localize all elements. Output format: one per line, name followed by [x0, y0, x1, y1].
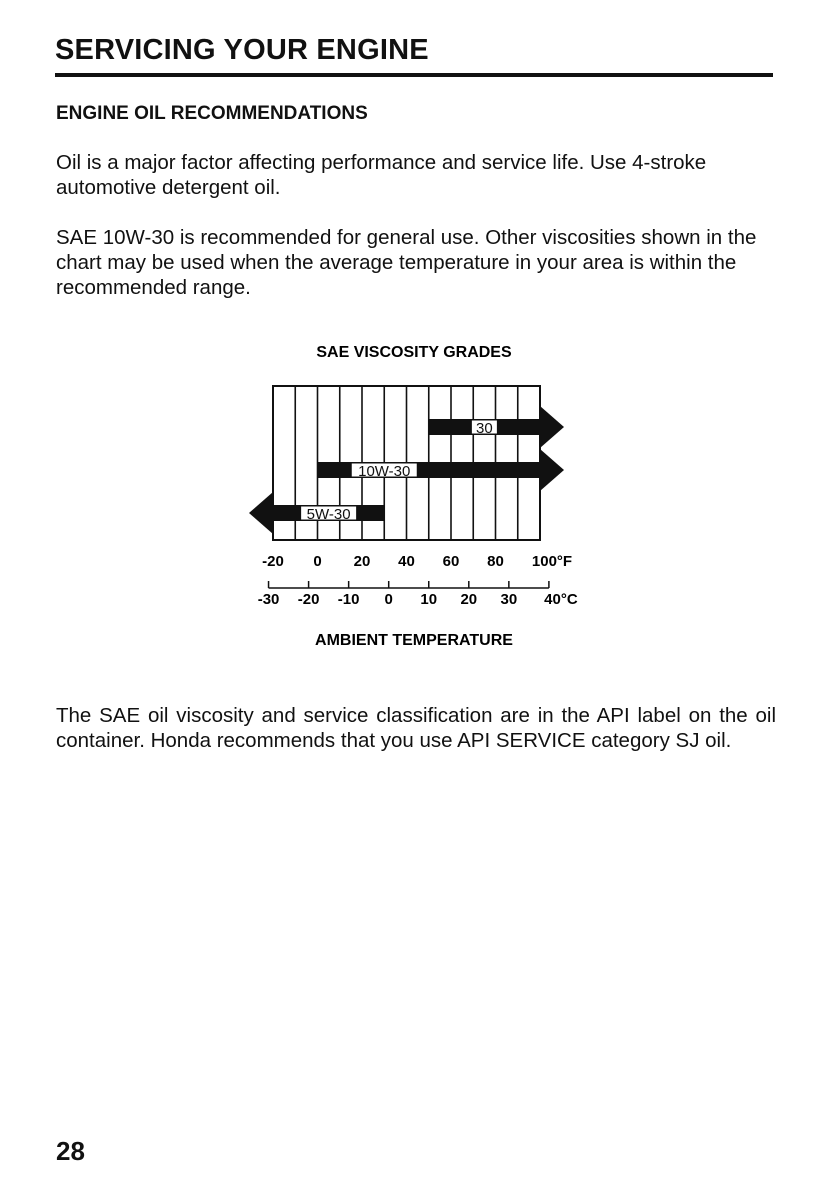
bar-label: 5W-30: [306, 506, 351, 523]
title-rule: [55, 73, 773, 77]
celsius-tick-label: 40°C: [544, 591, 578, 608]
fahrenheit-tick-label: 20: [353, 553, 371, 570]
fahrenheit-tick-label: -20: [262, 553, 284, 570]
bar-5w-30: [249, 492, 384, 534]
section-heading: ENGINE OIL RECOMMENDATIONS: [56, 103, 368, 124]
fahrenheit-tick-label: 80: [487, 553, 504, 570]
celsius-tick-label: 30: [500, 591, 518, 608]
paragraph-sae-recommendation: SAE 10W-30 is recommended for general use. Other viscosities shown in the chart may be used when the average temperature in your area is within the recommended range.: [56, 226, 757, 299]
bar-10w-30: [318, 449, 565, 491]
page-title: SERVICING YOUR ENGINE: [55, 34, 429, 66]
chart-xlabel: AMBIENT TEMPERATURE: [315, 632, 513, 649]
celsius-tick-label: -10: [337, 591, 360, 608]
bar-label: 10W-30: [358, 463, 411, 480]
celsius-tick-label: 0: [384, 591, 393, 608]
celsius-tick-label: 10: [420, 591, 438, 608]
viscosity-chart: [0, 330, 835, 660]
paragraph-oil-intro: Oil is a major factor affecting performance and service life. Use 4-stroke automotive detergent oil.: [56, 151, 707, 199]
celsius-tick-label: -20: [297, 591, 320, 608]
page-number: 28: [56, 1136, 85, 1166]
fahrenheit-tick-label: 0: [313, 553, 322, 570]
celsius-tick-label: -30: [257, 591, 280, 608]
fahrenheit-tick-label: 60: [442, 553, 460, 570]
celsius-tick-label: 20: [460, 591, 478, 608]
fahrenheit-tick-label: 40: [398, 553, 415, 570]
chart-title: SAE VISCOSITY GRADES: [316, 344, 512, 361]
bar-30: [429, 406, 564, 448]
fahrenheit-tick-label: 100°F: [531, 553, 573, 570]
celsius-scale: [258, 581, 578, 608]
paragraph-api-label: The SAE oil viscosity and service classification are in the API label on the oil container. Honda recommends that you use API SERVICE category SJ oil.: [56, 704, 776, 752]
fahrenheit-scale: [262, 553, 572, 570]
bar-label: 30: [476, 420, 493, 437]
